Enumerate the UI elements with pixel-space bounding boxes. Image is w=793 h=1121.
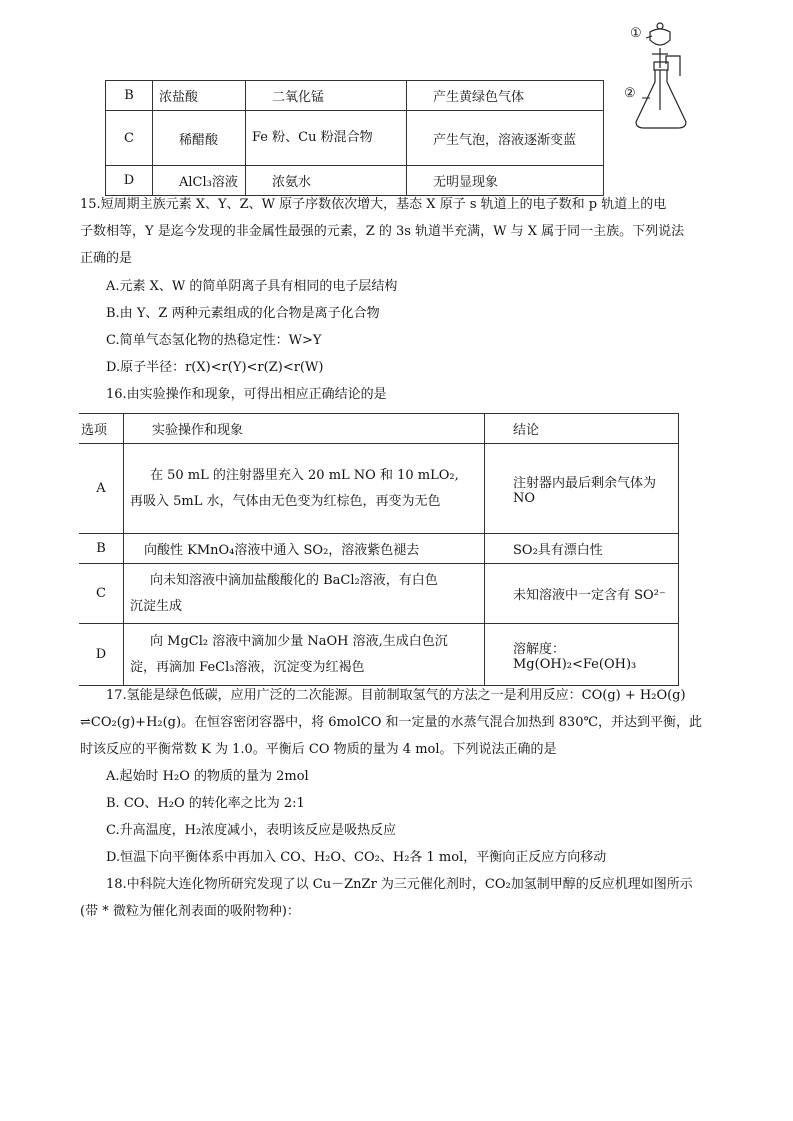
label-circled-1: ① (630, 26, 642, 41)
separatory-funnel-flask-diagram (626, 18, 698, 130)
row-operation-line1: 向未知溶液中滴加盐酸酸化的 BaCl₂溶液，有白色 (150, 572, 438, 588)
table-cell-reagent-b: 二氧化锰 (246, 81, 407, 111)
row-option: D (79, 624, 124, 686)
table-cell-option: C (106, 111, 153, 166)
row-operation (124, 624, 485, 686)
row-conclusion: 注射器内最后剩余气体为 NO (485, 444, 679, 534)
table-cell-reagent-b: 浓氨水 (246, 166, 407, 196)
row-option: C (79, 564, 124, 624)
header-conclusion: 结论 (485, 414, 679, 444)
q16-stem: 16.由实验操作和现象，可得出相应正确结论的是 (106, 387, 387, 402)
q15-option-a: A.元素 X、W 的简单阴离子具有相同的电子层结构 (106, 279, 398, 294)
row-operation-line2: 沉淀生成 (130, 598, 183, 614)
row-operation (124, 564, 485, 624)
q17-stem-line3: 时该反应的平衡常数 K 为 1.0。平衡后 CO 物质的量为 4 mol。下列说法正确的是 (80, 742, 557, 757)
header-option: 选项 (79, 414, 124, 444)
q15-option-d: D.原子半径：r(X)<r(Y)<r(Z)<r(W) (106, 360, 324, 375)
q15-option-c: C.简单气态氢化物的热稳定性：W>Y (106, 333, 322, 348)
table-cell-reagent-a: AlCl₃溶液 (153, 166, 246, 196)
row-operation-line2: 再吸入 5mL 水，气体由无色变为红棕色，再变为无色 (130, 493, 441, 509)
reagent-table (105, 80, 604, 196)
experiment-table (79, 413, 679, 686)
q15-stem-line3: 正确的是 (80, 251, 133, 266)
table-cell-phenomenon: 产生气泡，溶液逐渐变蓝 (407, 111, 604, 166)
table-cell-reagent-a: 稀醋酸 (153, 111, 246, 166)
header-operation: 实验操作和现象 (124, 414, 485, 444)
q17-option-a: A.起始时 H₂O 的物质的量为 2mol (106, 769, 309, 784)
q15-stem-line1: 15.短周期主族元素 X、Y、Z、W 原子序数依次增大，基态 X 原子 s 轨道上的电子数和 p 轨道上的电 (80, 197, 667, 212)
label-circled-2: ② (624, 86, 636, 101)
table-cell-phenomenon: 产生黄绿色气体 (407, 81, 604, 111)
row-operation-line1: 向 MgCl₂ 溶液中滴加少量 NaOH 溶液,生成白色沉 (150, 633, 448, 649)
q17-option-b: B. CO、H₂O 的转化率之比为 2:1 (106, 796, 305, 811)
table-cell-reagent-a: 浓盐酸 (153, 81, 246, 111)
table-cell-phenomenon: 无明显现象 (407, 166, 604, 196)
row-option: A (79, 444, 124, 534)
row-option: B (79, 534, 124, 564)
row-operation-line2: 淀，再滴加 FeCl₃溶液，沉淀变为红褐色 (130, 659, 365, 675)
table-cell-option: B (106, 81, 153, 111)
q17-stem-line1: 17.氢能是绿色低碳，应用广泛的二次能源。目前制取氢气的方法之一是利用反应：CO(g) + H₂O(g) (106, 688, 686, 703)
q17-stem-line2: ⇌CO₂(g)+H₂(g)。在恒容密闭容器中，将 6molCO 和一定量的水蒸气混合加热到 830℃，并达到平衡，此 (80, 715, 703, 730)
row-operation: 向酸性 KMnO₄溶液中通入 SO₂，溶液紫色褪去 (124, 534, 485, 564)
row-conclusion: 溶解度：Mg(OH)₂<Fe(OH)₃ (485, 624, 679, 686)
q18-stem-line1: 18.中科院大连化物所研究发现了以 Cu－ZnZr 为三元催化剂时，CO₂加氢制甲醇的反应机理如图所示 (106, 877, 693, 892)
row-conclusion: SO₂具有漂白性 (485, 534, 679, 564)
row-conclusion: 未知溶液中一定含有 SO²⁻ (485, 564, 679, 624)
q17-option-d: D.恒温下向平衡体系中再加入 CO、H₂O、CO₂、H₂各 1 mol，平衡向正反应方向移动 (106, 850, 607, 865)
q18-stem-line2: (带 * 微粒为催化剂表面的吸附物种)： (80, 904, 300, 919)
table-cell-option: D (106, 166, 153, 196)
q17-option-c: C.升高温度，H₂浓度减小，表明该反应是吸热反应 (106, 823, 397, 838)
table-cell-reagent-b: Fe 粉、Cu 粉混合物 (246, 111, 407, 166)
q15-option-b: B.由 Y、Z 两种元素组成的化合物是离子化合物 (106, 306, 380, 321)
q15-stem-line2: 子数相等，Y 是迄今发现的非金属性最强的元素，Z 的 3s 轨道半充满，W 与 X 属于同一主族。下列说法 (80, 224, 685, 239)
row-operation (124, 444, 485, 534)
row-operation-line1: 在 50 mL 的注射器里充入 20 mL NO 和 10 mLO₂, (150, 467, 459, 483)
